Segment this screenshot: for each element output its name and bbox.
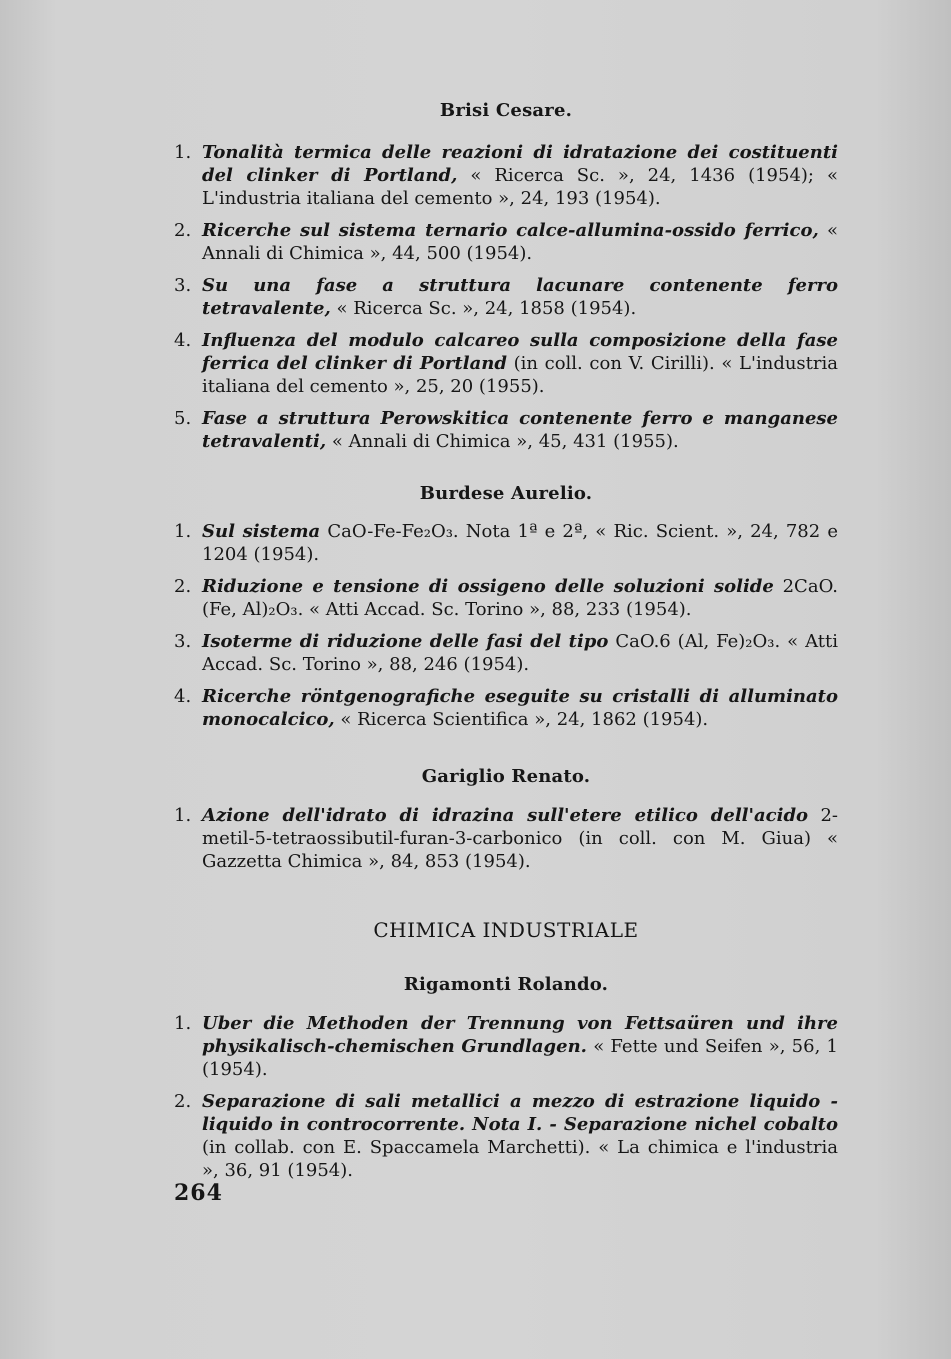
publication-entry: [174, 141, 838, 210]
entry-title: Azione dell'idrato di idrazina sull'etere etilico dell'acido: [202, 805, 809, 826]
entry-citation: « Annali di Chimica », 45, 431 (1955).: [331, 431, 679, 452]
author-name: Gariglio Renato.: [421, 766, 591, 787]
entry-citation: « Ricerca Scientifica », 24, 1862 (1954).: [340, 709, 709, 730]
entry-number: 4.: [174, 330, 192, 351]
author-block: [174, 974, 838, 1191]
entry-title: Separazione di sali metallici a mezzo di estrazione liquido - liquido in controcorrente. Nota I. - Separazione nichel cobalto: [202, 1091, 838, 1135]
entry-title: Su una fase a struttura lacunare contenente ferro tetravalente,: [202, 275, 838, 319]
author-name: Rigamonti Rolando.: [403, 974, 609, 995]
publication-entry: [174, 630, 838, 676]
entry-number: 5.: [174, 408, 192, 429]
publication-entry: [174, 1012, 838, 1081]
entry-number: 1.: [174, 805, 192, 826]
entry-number: 4.: [174, 686, 192, 707]
page-number: 264: [174, 1180, 223, 1206]
entry-title: Isoterme di riduzione delle fasi del tipo: [202, 631, 609, 652]
entry-title: Fase a struttura Perowskitica contenente ferro e manganese tetravalenti,: [202, 408, 838, 452]
entry-title: Influenza del modulo calcareo sulla composizione della fase ferrica del clinker di Portland: [202, 330, 838, 374]
entry-number: 3.: [174, 631, 192, 652]
entry-citation: « Ricerca Sc. », 24, 1858 (1954).: [336, 298, 637, 319]
entry-citation: 2-metil-5-tetraossibutil-furan-3-carbonico (in coll. con M. Giua) « Gazzetta Chimica », 84, 853 (1954).: [202, 805, 838, 872]
entry-title: Uber die Methoden der Trennung von Fettsaüren und ihre physikalisch-chemischen Grundlagen.: [202, 1013, 838, 1057]
entry-citation: CaO-Fe-Fe₂O₃. Nota 1ª e 2ª, « Ric. Scient. », 24, 782 e 1204 (1954).: [202, 521, 838, 565]
entry-title: Sul sistema: [202, 521, 321, 542]
entry-number: 2.: [174, 576, 192, 597]
author-name: Brisi Cesare.: [439, 100, 573, 121]
entry-number: 2.: [174, 1091, 192, 1112]
entry-title: Tonalità termica delle reazioni di idratazione dei costituenti del clinker di Portland,: [202, 142, 838, 186]
publication-entry: [174, 274, 838, 320]
entry-citation: (in collab. con E. Spaccamela Marchetti). « La chimica e l'industria », 36, 91 (1954).: [202, 1137, 838, 1181]
entry-title: Ricerche sul sistema ternario calce-allumina-ossido ferrico,: [202, 220, 819, 241]
entry-citation: (in coll. con V. Cirilli). « L'industria italiana del cemento », 25, 20 (1955).: [202, 353, 838, 397]
entry-number: 3.: [174, 275, 192, 296]
publication-list: [174, 1012, 838, 1182]
publication-entry: [174, 407, 838, 453]
publication-entry: [174, 1090, 838, 1182]
entry-number: 1.: [174, 521, 192, 542]
publication-entry: [174, 575, 838, 621]
section-heading: CHIMICA INDUSTRIALE: [373, 918, 639, 942]
author-block: [174, 483, 838, 740]
author-name: Burdese Aurelio.: [419, 483, 593, 504]
author-block: [174, 100, 838, 462]
publication-list: [174, 141, 838, 453]
entry-citation: « Fette und Seifen », 56, 1 (1954).: [202, 1036, 838, 1080]
publication-entry: [174, 685, 838, 731]
publication-entry: [174, 329, 838, 398]
author-block: [174, 766, 838, 882]
publication-list: [174, 804, 838, 873]
entry-number: 1.: [174, 1013, 192, 1034]
entry-citation: « Annali di Chimica », 44, 500 (1954).: [202, 220, 838, 264]
entry-citation: 2CaO.(Fe, Al)₂O₃. « Atti Accad. Sc. Torino », 88, 233 (1954).: [202, 576, 838, 620]
publication-entry: [174, 219, 838, 265]
entry-title: Riduzione e tensione di ossigeno delle soluzioni solide: [202, 576, 774, 597]
publication-entry: [174, 520, 838, 566]
section-block: [174, 918, 838, 942]
entry-citation: CaO.6 (Al, Fe)₂O₃. « Atti Accad. Sc. Torino », 88, 246 (1954).: [202, 631, 839, 675]
entry-number: 2.: [174, 220, 192, 241]
entry-number: 1.: [174, 142, 192, 163]
publication-list: [174, 520, 838, 731]
publication-entry: [174, 804, 838, 873]
entry-title: Ricerche röntgenografiche eseguite su cristalli di alluminato monocalcico,: [202, 686, 838, 730]
entry-citation: « Ricerca Sc. », 24, 1436 (1954); « L'industria italiana del cemento », 24, 193 (1954).: [202, 165, 838, 209]
